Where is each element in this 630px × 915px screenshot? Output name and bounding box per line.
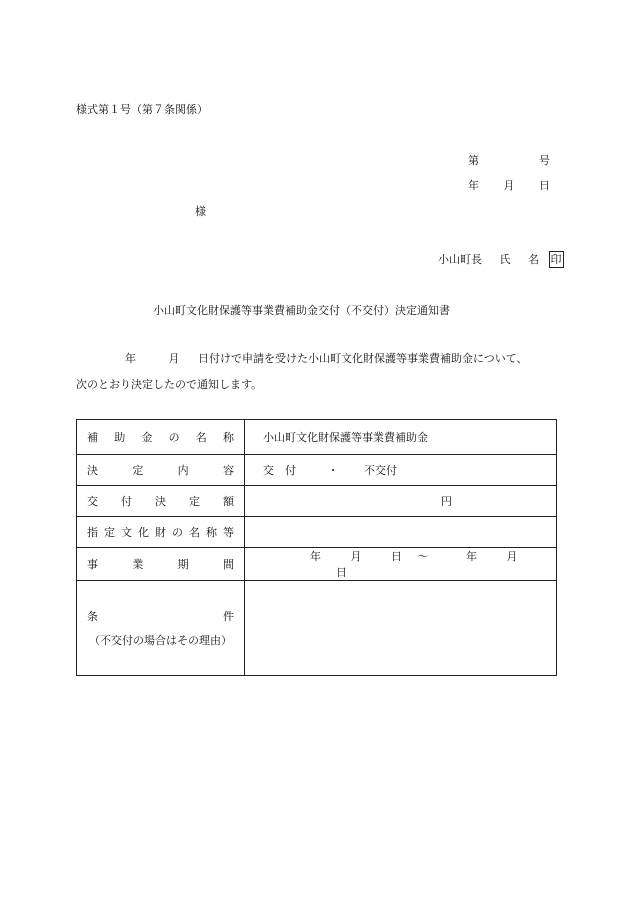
value-conditions xyxy=(245,581,557,676)
label-char: 化 xyxy=(138,526,149,539)
decision-grant: 交 付 xyxy=(263,464,296,477)
value-designated-property xyxy=(245,517,557,548)
label-char: の xyxy=(168,431,180,444)
decision-table xyxy=(76,419,557,676)
label-char: 決 xyxy=(155,495,166,508)
document-title: 小山町文化財保護等事業費補助金交付（不交付）決定通知書 xyxy=(153,304,450,317)
label-char: 金 xyxy=(141,431,153,444)
period-start-year: 年 xyxy=(310,550,321,563)
period-start-day: 日 xyxy=(391,550,402,563)
label-char: 交 xyxy=(87,495,98,508)
period-end-day: 日 xyxy=(336,566,347,579)
date-year: 年 xyxy=(468,179,479,192)
label-char: 付 xyxy=(121,495,132,508)
label-char: 額 xyxy=(223,495,234,508)
date-month: 月 xyxy=(503,179,515,192)
label-subsidy-name xyxy=(77,420,245,455)
table-row xyxy=(77,455,557,486)
date-day: 日 xyxy=(539,179,550,192)
label-grant-amount xyxy=(77,486,245,517)
body-month: 月 xyxy=(168,352,180,365)
label-char: 決 xyxy=(87,464,98,477)
decision-non-grant: 不交付 xyxy=(364,464,397,477)
value-grant-amount: 円 xyxy=(245,486,557,517)
form-number: 様式第１号（第７条関係） xyxy=(76,103,208,116)
issuer-line xyxy=(438,251,564,268)
body-line1-rest: 日付けで申請を受けた小山町文化財保護等事業費補助金について、 xyxy=(198,352,528,365)
label-char: 条 xyxy=(87,610,98,623)
label-char: 事 xyxy=(87,558,98,571)
label-decision xyxy=(77,455,245,486)
document-number-line xyxy=(468,152,550,168)
label-char: 間 xyxy=(222,558,234,571)
label-char: 業 xyxy=(132,558,144,571)
period-end-month: 月 xyxy=(506,550,518,563)
label-char: 文 xyxy=(121,526,132,539)
label-char: 称 xyxy=(206,526,217,539)
label-char: 件 xyxy=(223,610,234,623)
label-char: 指 xyxy=(87,526,98,539)
table-row xyxy=(77,517,557,548)
decision-separator: ・ xyxy=(327,464,339,477)
label-char: 名 xyxy=(195,431,207,444)
conditions-sublabel: （不交付の場合はその理由） xyxy=(89,634,232,647)
table-row xyxy=(77,548,557,581)
label-char: 財 xyxy=(155,526,166,539)
addressee-suffix: 様 xyxy=(195,205,206,218)
doc-number-prefix: 第 xyxy=(468,154,479,167)
value-subsidy-name: 小山町文化財保護等事業費補助金 xyxy=(245,420,557,455)
label-char: 定 xyxy=(189,495,200,508)
label-char: の xyxy=(172,526,183,539)
label-project-period xyxy=(77,548,245,581)
label-char: 定 xyxy=(132,464,144,477)
period-end-year: 年 xyxy=(466,550,477,563)
label-char: 称 xyxy=(222,431,234,444)
label-char: 名 xyxy=(189,526,200,539)
label-char: 助 xyxy=(114,431,126,444)
table-row xyxy=(77,486,557,517)
label-char: 定 xyxy=(104,526,115,539)
label-char: 期 xyxy=(177,558,189,571)
value-project-period xyxy=(245,548,557,581)
label-char: 内 xyxy=(177,464,189,477)
period-tilde: ～ xyxy=(417,550,429,563)
period-start-month: 月 xyxy=(350,550,362,563)
issuer-name-char: 氏 xyxy=(499,253,511,266)
label-conditions xyxy=(77,581,245,676)
body-line-1 xyxy=(125,350,528,366)
label-char: 容 xyxy=(222,464,234,477)
label-char: 補 xyxy=(87,431,98,444)
body-year: 年 xyxy=(125,352,136,365)
table-row xyxy=(77,581,557,676)
label-char: 等 xyxy=(223,526,234,539)
table-row xyxy=(77,420,557,455)
issuer-label: 小山町長 xyxy=(438,253,482,266)
issuer-name-char: 名 xyxy=(528,253,539,266)
date-line xyxy=(468,177,550,193)
body-line-2: 次のとおり決定したので通知します。 xyxy=(76,378,263,391)
doc-number-suffix: 号 xyxy=(539,154,550,167)
seal-box: 印 xyxy=(550,253,562,266)
label-designated-property xyxy=(77,517,245,548)
value-decision xyxy=(245,455,557,486)
